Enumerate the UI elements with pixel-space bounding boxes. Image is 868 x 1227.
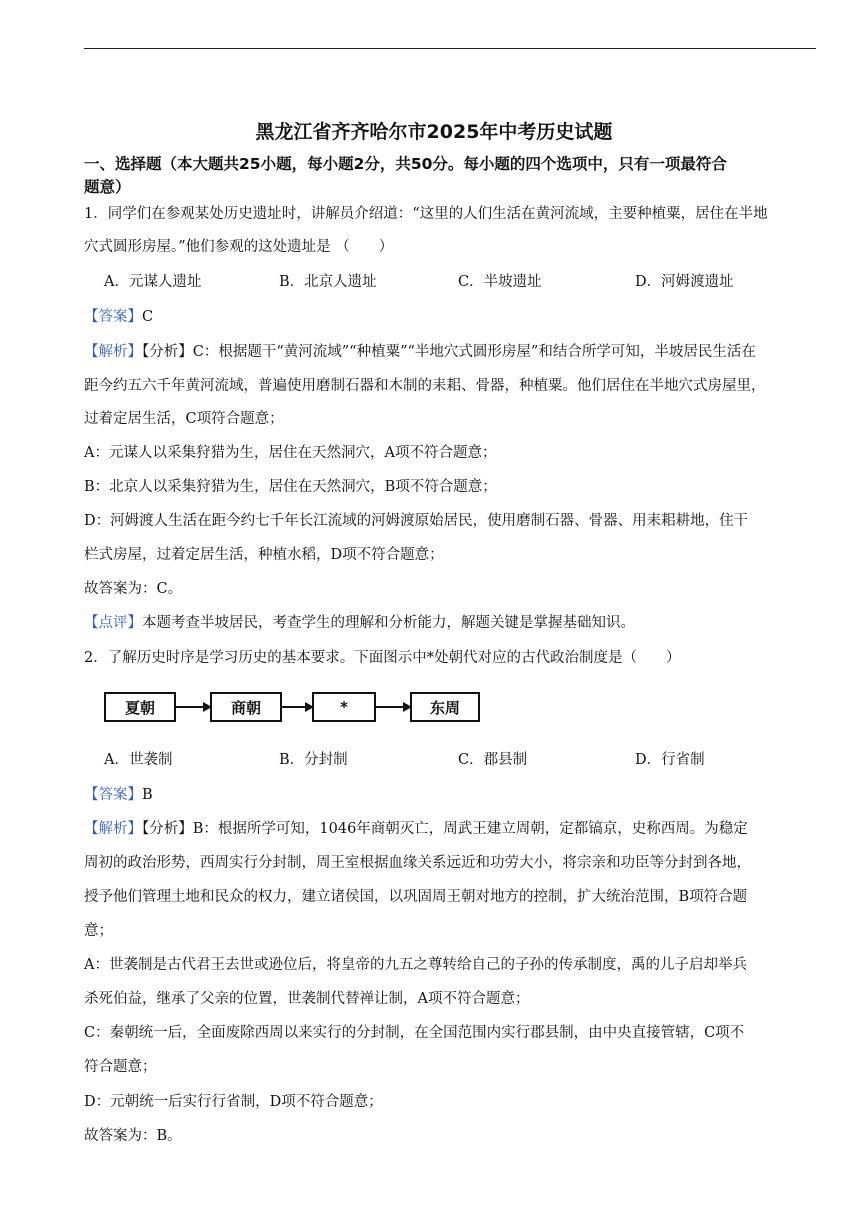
q2-analysis-text1: 【分析】B：根据所学可知，1046年商朝灭亡，周武王建立周朝，定都镐京，史称西周。为稳定 [142,821,748,837]
flow-arrow-1 [176,706,210,708]
flow-arrow-2 [282,706,312,708]
q1-stem-line1: 1．同学们在参观某处历史遗址时，讲解员介绍道：“这里的人们生活在黄河流域，主要种植粟，居住在半地 [84,206,768,222]
q2-conclusion: 故答案为：B。 [84,1128,182,1144]
flow-box-shang: 商朝 [210,692,282,722]
q1-analysis-line3: 过着定居生活，C项符合题意； [84,411,284,427]
q1-answer [84,307,824,327]
q1-comment-text: 本题考查半坡居民，考查学生的理解和分析能力，解题关键是掌握基础知识。 [142,615,635,631]
q1-analysis-line4: A：元谋人以采集狩猎为生，居住在天然洞穴，A项不符合题意； [84,445,497,461]
analysis-tag: 【解析】 [84,821,142,837]
q2-analysis-line5: A：世袭制是古代君王去世或逊位后，将皇帝的九五之尊转给自己的子孙的传承制度，禹的儿子启却举兵 [84,957,747,973]
q1-analysis-line2: 距今约五六千年黄河流域，普遍使用磨制石器和木制的耒耜、骨器，种植粟。他们居住在半地穴式房屋里， [84,378,766,394]
q2-analysis-line8: 符合题意； [84,1059,157,1075]
q2-option-d: D．行省制 [635,752,705,768]
section-heading-line2: 题意） [84,178,131,196]
q1-stem-line2: 穴式圆形房屋。”他们参观的这处遗址是 （ ） [84,239,394,255]
page-title: 黑龙江省齐齐哈尔市2025年中考历史试题 [255,121,613,143]
q1-analysis-line1 [84,342,824,362]
q2-analysis-line6: 杀死伯益，继承了父亲的位置，世袭制代替禅让制，A项不符合题意； [84,991,530,1007]
q1-analysis-text1: 【分析】C：根据题干“黄河流域”“种植粟”“半地穴式圆形房屋”和结合所学可知，半坡居民生活在 [142,344,756,360]
q1-option-a: A．元谋人遗址 [104,274,202,290]
q1-comment [84,613,824,633]
section-heading-line1: 一、选择题（本大题共25小题，每小题2分，共50分。每小题的四个选项中，只有一项最符合 [84,155,727,173]
q1-analysis-line7: 栏式房屋，过着定居生活，种植水稻，D项不符合题意； [84,547,444,563]
flow-box-xia: 夏朝 [104,692,176,722]
answer-tag: 【答案】 [84,787,142,803]
q2-answer [84,785,824,805]
q2-analysis-line9: D：元朝统一后实行行省制，D项不符合题意； [84,1094,383,1110]
q2-analysis-line7: C：秦朝统一后，全面废除西周以来实行的分封制，在全国范围内实行郡县制，由中央直接管辖，C项不 [84,1025,745,1041]
q1-answer-value: C [142,309,154,325]
q2-analysis-line3: 授予他们管理土地和民众的权力，建立诸侯国，以巩固周王朝对地方的控制，扩大统治范围，B项符合题 [84,889,748,905]
q1-conclusion: 故答案为：C。 [84,581,183,597]
flow-box-unknown: * [312,692,376,722]
q2-analysis-line4: 意； [84,923,113,939]
q2-option-a: A．世袭制 [104,752,173,768]
q1-option-c: C．半坡遗址 [458,274,542,290]
q2-option-b: B．分封制 [279,752,348,768]
q1-option-d: D．河姆渡遗址 [635,274,734,290]
section-heading [84,153,824,199]
answer-tag: 【答案】 [84,309,142,325]
analysis-tag: 【解析】 [84,344,142,360]
q2-answer-value: B [142,787,153,803]
q1-analysis-line6: D：河姆渡人生活在距今约七千年长江流域的河姆渡原始居民，使用磨制石器、骨器、用耒耜耕地，住干 [84,513,749,529]
flow-arrow-3 [376,706,410,708]
q1-analysis-line5: B：北京人以采集狩猎为生，居住在天然洞穴，B项不符合题意； [84,479,497,495]
header-rule [84,48,816,49]
q1-option-b: B．北京人遗址 [279,274,377,290]
q2-stem: 2．了解历史时序是学习历史的基本要求。下面图示中*处朝代对应的古代政治制度是（ ） [84,650,681,666]
comment-tag: 【点评】 [84,615,142,631]
dynasty-flow-diagram [104,688,484,728]
q2-option-c: C．郡县制 [458,752,528,768]
flow-box-dongzhou: 东周 [410,692,480,722]
q2-analysis-line1 [84,819,824,839]
q2-analysis-line2: 周初的政治形势，西周实行分封制，周王室根据血缘关系远近和功劳大小，将宗亲和功臣等分封到各地， [84,855,751,871]
